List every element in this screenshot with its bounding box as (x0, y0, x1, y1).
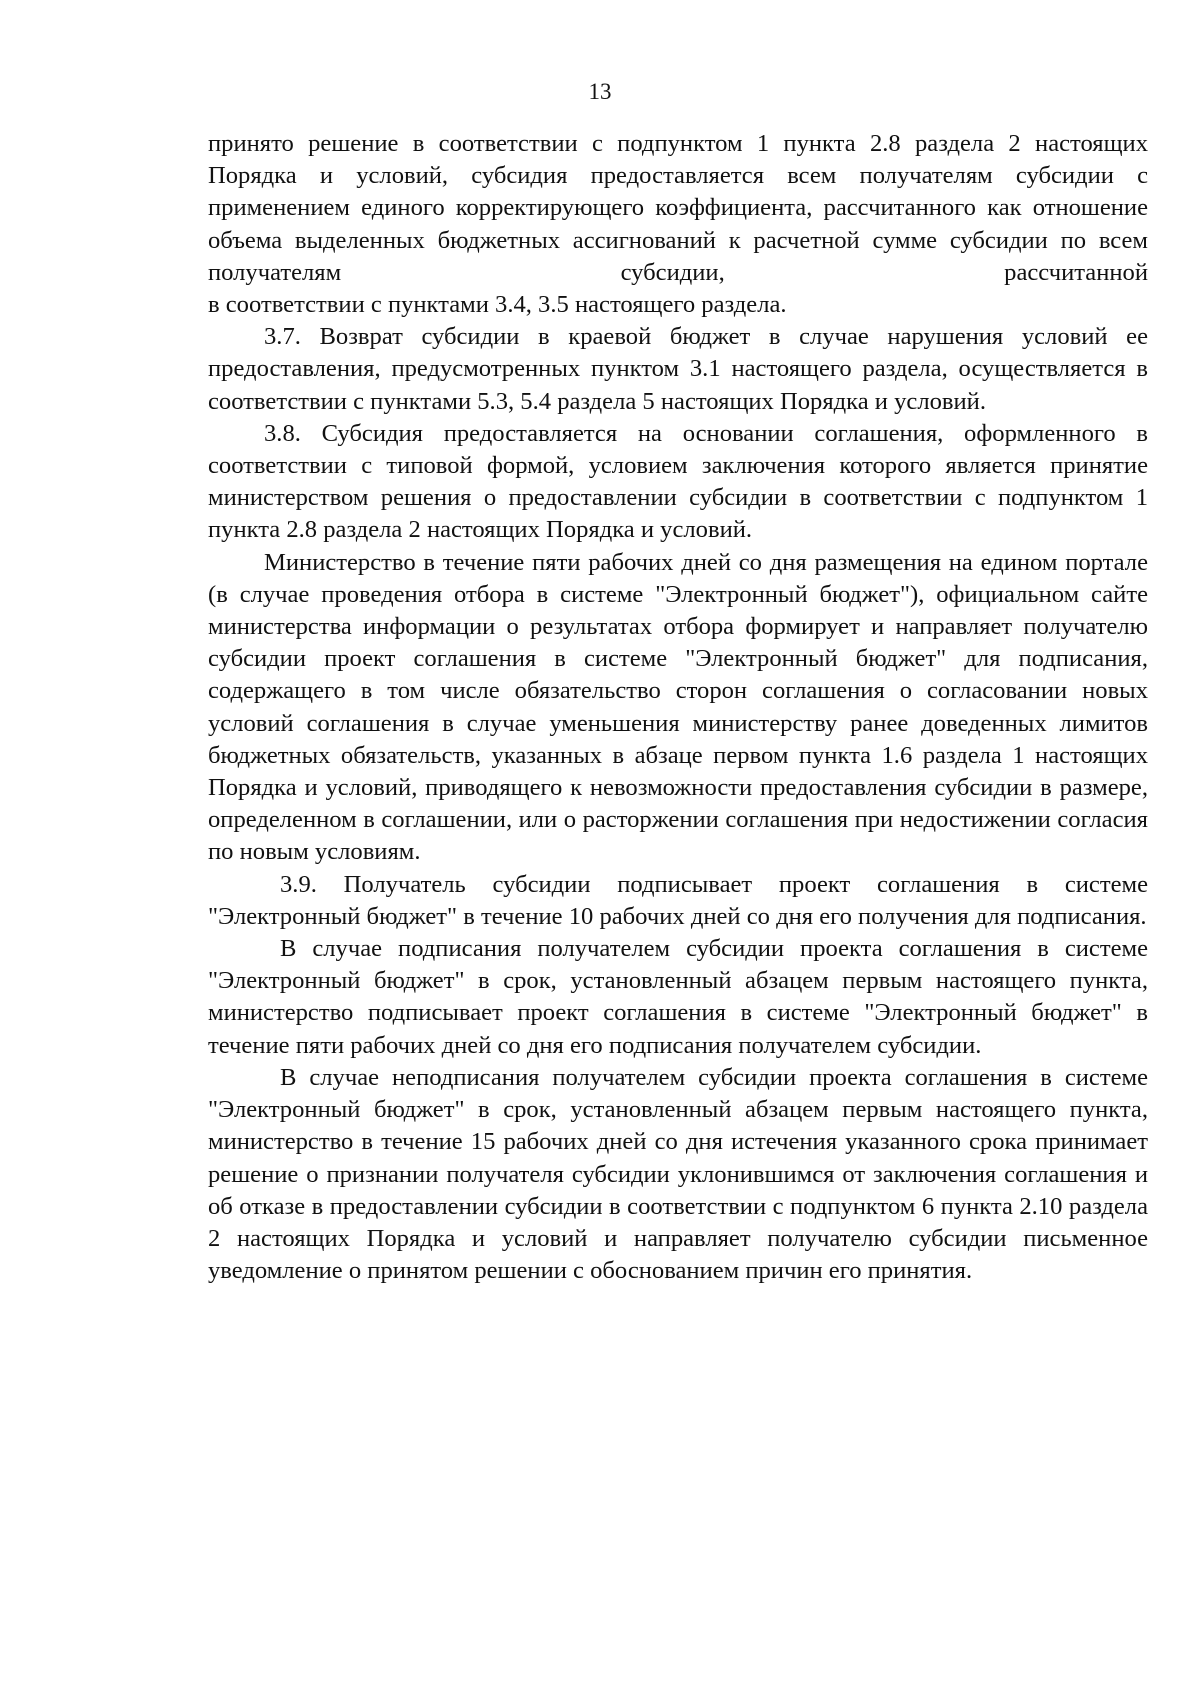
paragraph-signing: В случае подписания получателем субсидии проекта соглашения в системе "Электронный бюджет" в срок, установленный абзацем первым настоящего пункта, министерство подписывает проект соглашения в системе "Электронный бюджет" в течение пяти рабочих дней со дня его подписания получателем субсидии. (208, 935, 1148, 1059)
paragraph-continuation: принято решение в соответствии с подпунктом 1 пункта 2.8 раздела 2 настоящих Порядка и условий, субсидия предоставляется всем получателям субсидии с применением единого корректирующего коэффициента, рассчитанного как отношение объема выделенных бюджетных ассигнований к расчетной сумме субсидии по всем получателям субсидии, рассчитанной (208, 130, 1148, 286)
paragraph-3-7: 3.7. Возврат субсидии в краевой бюджет в случае нарушения условий ее предоставления, предусмотренных пунктом 3.1 настоящего раздела, осуществляется в соответствии с пунктами 5.3, 5.4 раздела 5 настоящих Порядка и условий. (208, 323, 1148, 415)
document-body (208, 128, 1148, 1287)
paragraph-3-9: 3.9. Получатель субсидии подписывает проект соглашения в системе "Электронный бюджет" в течение 10 рабочих дней со дня его получения для подписания. (208, 870, 1148, 930)
paragraph-3-8: 3.8. Субсидия предоставляется на основании соглашения, оформленного в соответствии с типовой формой, условием заключения которого является принятие министерством решения о предоставлении субсидии в соответствии с подпунктом 1 пункта 2.8 раздела 2 настоящих Порядка и условий. (208, 419, 1148, 544)
paragraph-ministry-procedure: Министерство в течение пяти рабочих дней со дня размещения на едином портале (в случае проведения отбора в системе "Электронный бюджет"), официальном сайте министерства информации о результатах отбора формирует и направляет получателю субсидии проект соглашения в системе "Электронный бюджет" для подписания, содержащего в том числе обязательство сторон соглашения о согласовании новых условий соглашения в случае уменьшения министерству ранее доведенных лимитов бюджетных обязательств, указанных в абзаце первом пункта 1.6 раздела 1 настоящих Порядка и условий, приводящего к невозможности предоставления субсидии в размере, определенном в соглашении, или о расторжении соглашения при недостижении согласия по новым условиям. (208, 548, 1148, 866)
paragraph-continuation-end: в соответствии с пунктами 3.4, 3.5 настоящего раздела. (208, 291, 787, 319)
paragraph-non-signing: В случае неподписания получателем субсидии проекта соглашения в системе "Электронный бюджет" в срок, установленный абзацем первым настоящего пункта, министерство в течение 15 рабочих дней со дня истечения указанного срока принимает решение о признании получателя субсидии уклонившимся от заключения соглашения и об отказе в предоставлении субсидии в соответствии с подпунктом 6 пункта 2.10 раздела 2 настоящих Порядка и условий и направляет получателю субсидии письменное уведомление о принятом решении с обоснованием причин его принятия. (208, 1063, 1148, 1285)
page-number: 13 (588, 79, 612, 104)
